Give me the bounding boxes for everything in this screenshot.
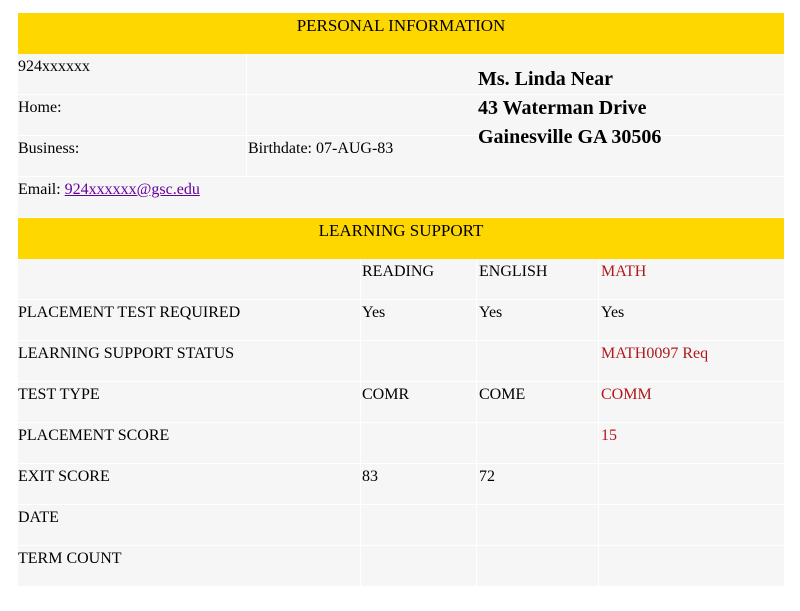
learning-column-headers <box>18 259 784 300</box>
row-label: TEST TYPE <box>18 386 100 403</box>
column-english: ENGLISH <box>479 263 548 280</box>
personal-header: PERSONAL INFORMATION <box>18 13 784 54</box>
table-row <box>18 382 784 423</box>
english-value: Yes <box>479 304 503 321</box>
learning-support-header: LEARNING SUPPORT <box>18 218 784 259</box>
personal-row-business <box>18 136 784 177</box>
personal-section <box>18 13 784 218</box>
home-phone-label: Home: <box>18 99 62 116</box>
column-reading: READING <box>362 263 434 280</box>
row-label: PLACEMENT SCORE <box>18 427 170 444</box>
row-label: TERM COUNT <box>18 550 122 567</box>
english-value: 72 <box>479 468 495 485</box>
table-row <box>18 546 784 587</box>
mailing-address <box>478 65 661 152</box>
row-label: DATE <box>18 509 59 526</box>
row-label: PLACEMENT TEST REQUIRED <box>18 304 241 321</box>
address-street: 43 Waterman Drive <box>478 97 647 119</box>
reading-value: 83 <box>362 468 378 485</box>
table-row <box>18 300 784 341</box>
address-name: Ms. Linda Near <box>478 68 613 90</box>
business-phone-label: Business: <box>18 140 80 157</box>
email-link[interactable]: 924xxxxxx@gsc.edu <box>64 181 200 198</box>
row-label: EXIT SCORE <box>18 468 110 485</box>
table-row <box>18 505 784 546</box>
column-math: MATH <box>601 263 647 280</box>
math-value: Yes <box>601 304 625 321</box>
english-value: COME <box>479 386 526 403</box>
table-row <box>18 423 784 464</box>
reading-value: COMR <box>362 386 410 403</box>
row-label: LEARNING SUPPORT STATUS <box>18 345 235 362</box>
learning-support-section <box>18 218 784 587</box>
table-row <box>18 341 784 382</box>
email-label: Email: <box>18 181 61 198</box>
reading-value: Yes <box>362 304 386 321</box>
student-id: 924xxxxxx <box>18 58 90 75</box>
personal-row-email <box>18 177 784 218</box>
personal-row-id <box>18 54 784 95</box>
personal-row-home <box>18 95 784 136</box>
math-value: 15 <box>601 427 617 444</box>
email-row <box>18 177 200 203</box>
address-city: Gainesville GA 30506 <box>478 126 662 148</box>
birthdate: Birthdate: 07-AUG-83 <box>248 140 394 157</box>
math-value: MATH0097 Req <box>601 345 709 362</box>
math-value: COMM <box>601 386 652 403</box>
table-row <box>18 464 784 505</box>
report <box>18 13 784 587</box>
